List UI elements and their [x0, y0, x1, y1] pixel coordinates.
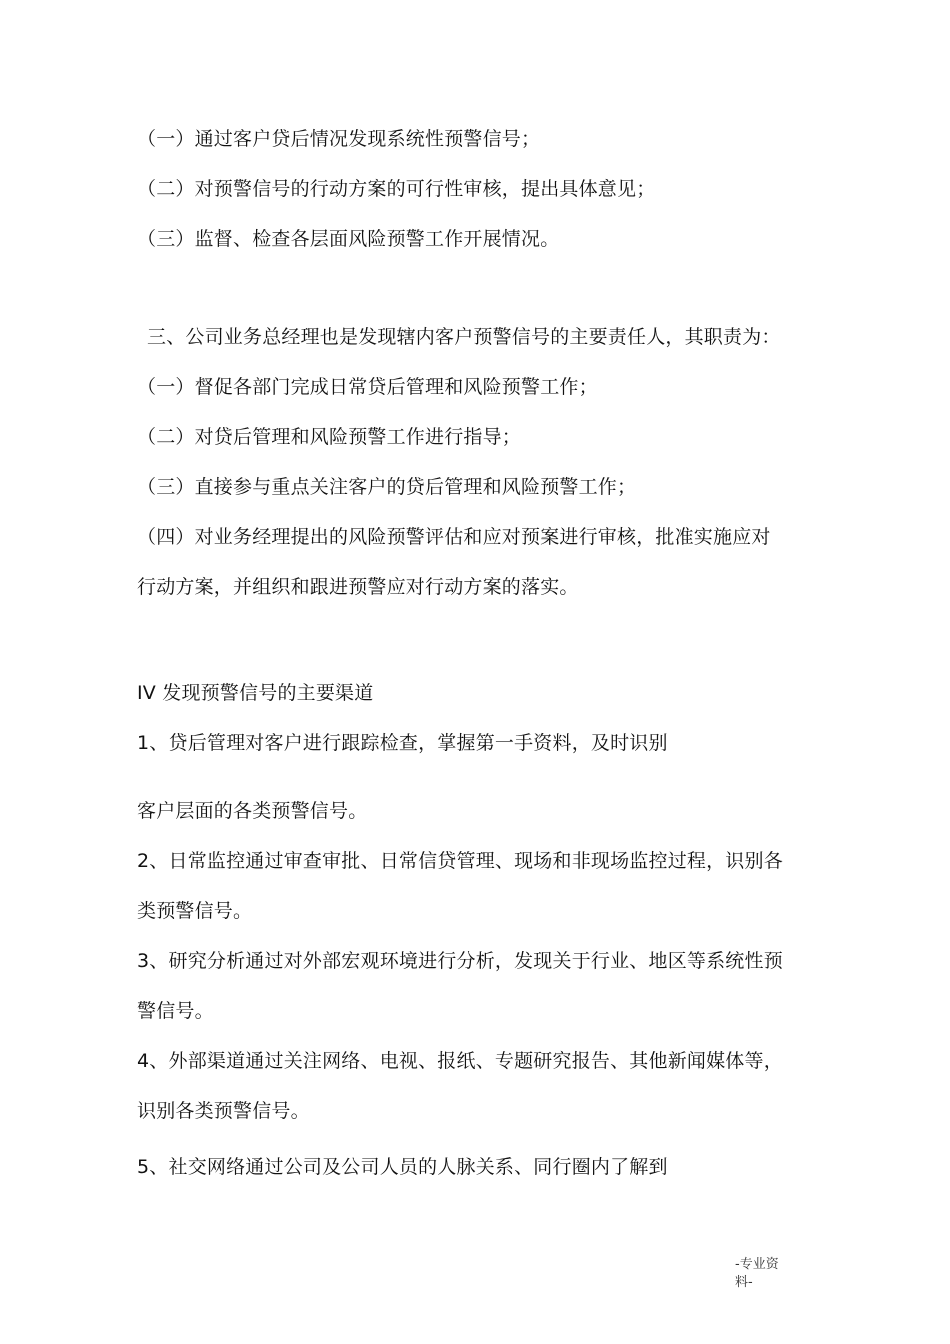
channel-line-3: 2、日常监控通过审查审批、日常信贷管理、现场和非现场监控过程，识别各 [137, 850, 783, 872]
section3-item-4: （四）对业务经理提出的风险预警评估和应对预案进行审核，批准实施应对 [137, 526, 771, 548]
channel-line-5: 3、研究分析通过对外部宏观环境进行分析，发现关于行业、地区等系统性预 [137, 950, 783, 972]
section2-item-3: （三）监督、检查各层面风险预警工作开展情况。 [137, 228, 560, 250]
section3-heading: 三、公司业务总经理也是发现辖内客户预警信号的主要责任人，其职责为： [147, 326, 781, 348]
channel-line-8: 识别各类预警信号。 [137, 1100, 310, 1122]
page-footer-line-1: -专业资 [735, 1257, 779, 1272]
channel-line-4: 类预警信号。 [137, 900, 253, 922]
page-footer-line-2: 料- [735, 1275, 753, 1290]
section3-item-4-continued: 行动方案，并组织和跟进预警应对行动方案的落实。 [137, 576, 579, 598]
section2-item-2: （二）对预警信号的行动方案的可行性审核，提出具体意见； [137, 178, 656, 200]
section2-item-1: （一）通过客户贷后情况发现系统性预警信号； [137, 128, 541, 150]
channel-line-7: 4、外部渠道通过关注网络、电视、报纸、专题研究报告、其他新闻媒体等， [137, 1050, 783, 1072]
channel-line-1: 1、贷后管理对客户进行跟踪检查，掌握第一手资料，及时识别 [137, 732, 668, 754]
section3-item-2: （二）对贷后管理和风险预警工作进行指导； [137, 426, 522, 448]
section3-item-1: （一）督促各部门完成日常贷后管理和风险预警工作； [137, 376, 598, 398]
channel-line-6: 警信号。 [137, 1000, 214, 1022]
section4-heading: IV 发现预警信号的主要渠道 [137, 682, 374, 704]
section3-item-3: （三）直接参与重点关注客户的贷后管理和风险预警工作； [137, 476, 637, 498]
channel-line-9: 5、社交网络通过公司及公司人员的人脉关系、同行圈内了解到 [137, 1156, 668, 1178]
channel-line-2: 客户层面的各类预警信号。 [137, 800, 368, 822]
